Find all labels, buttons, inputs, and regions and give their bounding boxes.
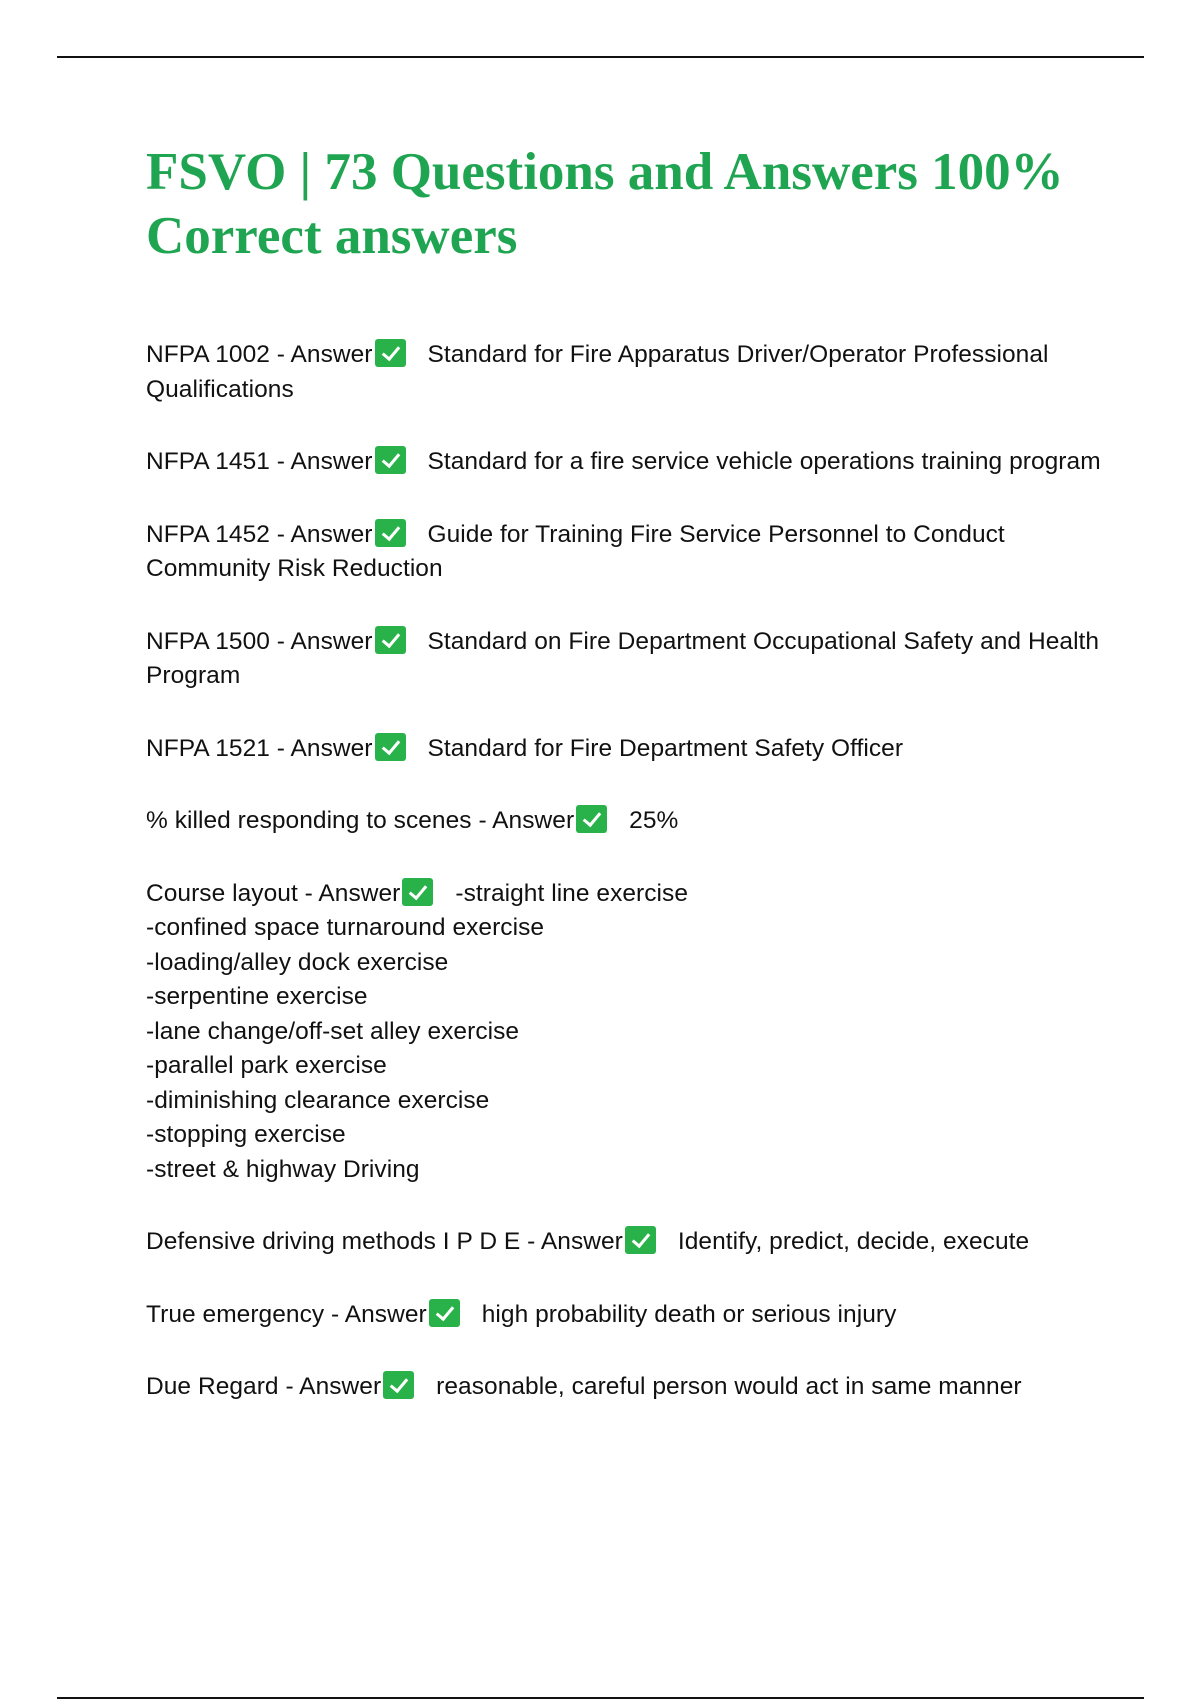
answer-text: reasonable, careful person would act in same manner bbox=[436, 1373, 1022, 1400]
header-rule bbox=[57, 56, 1144, 58]
checkmark-icon bbox=[375, 446, 406, 474]
checkmark-icon bbox=[383, 1371, 414, 1399]
question-text: True emergency - Answer bbox=[146, 1300, 427, 1328]
qa-item bbox=[146, 445, 1106, 480]
question-text: % killed responding to scenes - Answer bbox=[146, 807, 575, 834]
answer-text: -straight line exercise bbox=[455, 879, 689, 907]
qa-item bbox=[146, 1298, 1106, 1333]
footer-rule bbox=[57, 1697, 1144, 1699]
answer-list-line: -diminishing clearance exercise bbox=[146, 1086, 490, 1114]
document-body bbox=[146, 140, 1106, 1443]
qa-item bbox=[146, 732, 1106, 767]
answer-text: high probability death or serious injury bbox=[481, 1300, 897, 1328]
question-text: NFPA 1002 - Answer bbox=[146, 341, 373, 368]
answer-text: Standard for Fire Apparatus Driver/Operator Professional Qualifications bbox=[146, 341, 1049, 403]
question-text: NFPA 1452 - Answer bbox=[146, 520, 373, 548]
answer-text: 25% bbox=[629, 807, 679, 834]
checkmark-icon bbox=[375, 626, 406, 654]
answer-list-line: -lane change/off-set alley exercise bbox=[146, 1017, 520, 1045]
answer-text: Standard for a fire service vehicle operations training program bbox=[427, 448, 1101, 475]
answer-list-line: -loading/alley dock exercise bbox=[146, 948, 449, 976]
question-text: NFPA 1451 - Answer bbox=[146, 448, 373, 475]
answer-text: Standard for Fire Department Safety Officer bbox=[427, 734, 904, 762]
qa-item bbox=[146, 877, 1106, 1188]
qa-item bbox=[146, 1370, 1106, 1405]
answer-list-line: -parallel park exercise bbox=[146, 1052, 387, 1079]
checkmark-icon bbox=[375, 339, 406, 367]
checkmark-icon bbox=[576, 805, 607, 833]
question-text: Defensive driving methods I P D E - Answer bbox=[146, 1228, 623, 1255]
qa-item bbox=[146, 518, 1106, 587]
checkmark-icon bbox=[375, 519, 406, 547]
answer-list-line: -confined space turnaround exercise bbox=[146, 914, 545, 941]
answer-list-line: -serpentine exercise bbox=[146, 983, 368, 1010]
answer-text: Standard on Fire Department Occupational Safety and Health Program bbox=[146, 627, 1100, 689]
question-text: Due Regard - Answer bbox=[146, 1373, 382, 1400]
question-text: NFPA 1500 - Answer bbox=[146, 627, 373, 655]
answer-list-line: -street & highway Driving bbox=[146, 1155, 420, 1183]
checkmark-icon bbox=[402, 878, 433, 906]
question-text: NFPA 1521 - Answer bbox=[146, 734, 373, 762]
answer-text: Guide for Training Fire Service Personnel to Conduct Community Risk Reduction bbox=[146, 520, 1005, 582]
qa-item bbox=[146, 338, 1106, 407]
checkmark-icon bbox=[429, 1299, 460, 1327]
qa-list bbox=[146, 338, 1106, 1405]
document-title: FSVO | 73 Questions and Answers 100% Correct answers bbox=[146, 143, 1064, 265]
checkmark-icon bbox=[375, 733, 406, 761]
qa-item bbox=[146, 625, 1106, 694]
checkmark-icon bbox=[625, 1226, 656, 1254]
qa-item bbox=[146, 804, 1106, 839]
answer-list-line: -stopping exercise bbox=[146, 1121, 346, 1148]
answer-text: Identify, predict, decide, execute bbox=[677, 1228, 1030, 1255]
question-text: Course layout - Answer bbox=[146, 879, 401, 907]
qa-item bbox=[146, 1225, 1106, 1260]
